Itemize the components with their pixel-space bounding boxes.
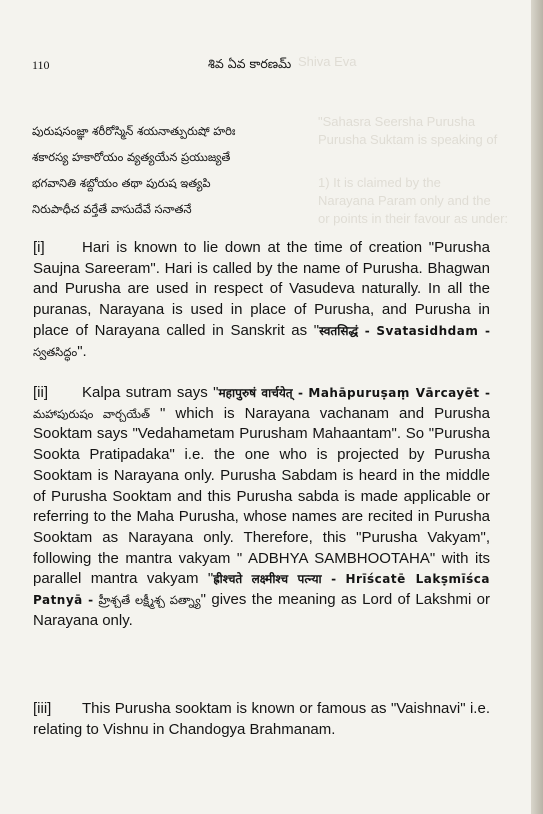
sanskrit-term: स्वतसिद्धं [319, 323, 359, 338]
bleed-through-text: Narayana Param only and the [318, 193, 491, 208]
paragraph-text: Kalpa sutram says " [82, 384, 219, 401]
bleed-through-text: Shiva Eva [298, 54, 357, 69]
paragraph-label: [ii] [33, 384, 48, 401]
verse-line: పురుషసంజ్ఞా శరీరోస్మిన్ శయనాత్పురుషో హరిః [32, 124, 236, 138]
telugu-term: స్వతసిద్ధం [33, 344, 78, 359]
verse-line: శకారస్య హకారోయం వ్యత్యయేన ప్రయుజ్యతే [32, 150, 231, 164]
telugu-term: మహాపురుషం వార్చయేత్ [33, 406, 150, 421]
page-edge-shadow [531, 0, 543, 814]
transliteration: Hrīścatē Lakṣmīśca Patnyā [33, 572, 490, 608]
transliteration: Mahāpuruṣaṃ Vārcayēt [308, 386, 480, 400]
paragraph-text: " which is Narayana vachanam and Purusha Sooktam says "Vedahametam Purusham Mahaantam". So "Purusha Sookta Pratipadaka" i.e. the one who is projected by Purusha Sooktam is Narayana only. Purusha Sabdam is heard in the middle of Purusha Sooktam and this Purusha sabda is made applicable or referring to the Maha Purusha, whose names are recited in Purusha Sooktam as Narayana only. Therefore, this "Purusha Vakyam", following the mantra vakyam " ADBHYA SAMBHOOTAHA" with its parallel mantra vakyam " [33, 404, 490, 588]
paragraph-ii [33, 383, 490, 631]
verse-line: భగవానితి శబ్దోయం తథా పురుష ఇత్యపి [32, 176, 211, 190]
paragraph-text: This Purusha sooktam is known or famous as "Vaishnavi" i.e. relating to Vishnu in Chandogya Brahmanam. [33, 700, 490, 738]
transliteration: Svatasidhdam [376, 323, 479, 338]
bleed-through-text: "Sahasra Seersha Purusha [318, 114, 476, 129]
dash: - [479, 386, 490, 400]
paragraph-label: [i] [33, 239, 45, 256]
paragraph-iii [33, 699, 490, 740]
running-header: శివ ఏవ కారణమ్ [208, 56, 292, 71]
telugu-verse [32, 118, 492, 222]
bleed-through-text: Purusha Suktam is speaking of [318, 132, 498, 147]
paragraph-text: Hari is known to lie down at the time of creation "Purusha Saujna Sareeram". Hari is called by the name of Purusha. Bhagwan and Purusha are used in respect of Vasudeva naturally. In all the puranas, Narayana is used in place of Purusha, and Purusha in place of Narayana called in Sanskrit as " [33, 239, 490, 339]
bleed-through-text: or points in their favour as under: [318, 211, 509, 226]
verse-line: నిరుపాధీచ వర్తేతే వాసుదేవే సనాతనే [32, 202, 192, 216]
dash: - [82, 593, 99, 608]
bleed-through-text: 1) It is claimed by the [318, 175, 441, 190]
dash: - [478, 323, 490, 338]
paragraph-i [33, 238, 490, 362]
paragraph-text: ". [77, 342, 87, 360]
page-number: 110 [32, 58, 50, 72]
sanskrit-term: महापुरुषं वार्चयेत् [218, 386, 293, 400]
dash: - [321, 572, 346, 587]
telugu-term: హ్రీశ్చతే లక్ష్మీశ్చ పత్న్యా [98, 593, 201, 608]
sanskrit-term: ह्रीश्चते लक्ष्मीश्च पत्न्या [213, 572, 322, 587]
dash: - [358, 323, 377, 338]
dash: - [292, 386, 309, 400]
paragraph-text: " gives the meaning as Lord of Lakshmi or Narayana only. [33, 591, 490, 629]
paragraph-label: [iii] [33, 700, 52, 717]
